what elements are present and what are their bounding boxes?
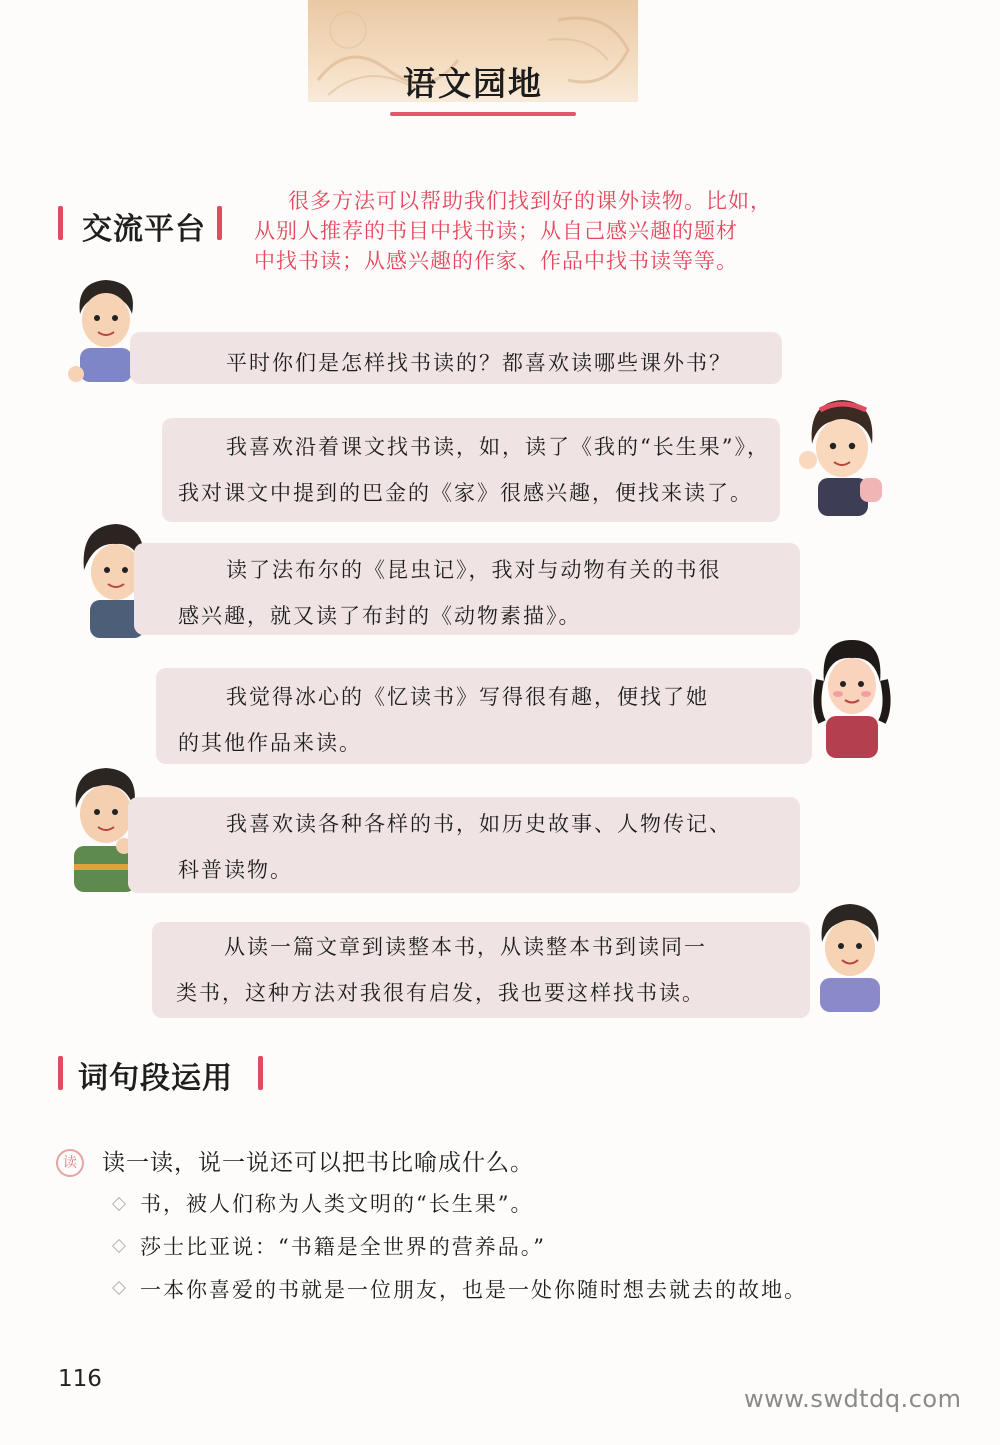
bubble-line: 平时你们是怎样找书读的？都喜欢读哪些课外书？: [226, 351, 732, 375]
intro-line: 从别人推荐的书目中找书读；从自己感兴趣的题材: [254, 219, 738, 243]
bubble-line: 的其他作品来读。: [178, 731, 362, 755]
heading-bar-left: [58, 206, 63, 240]
diamond-bullet-icon: [112, 1197, 126, 1211]
heading-bar-right: [258, 1056, 263, 1090]
usage-instruction: 读一读，说一说还可以把书比喻成什么。: [102, 1150, 534, 1176]
bubble-line: 感兴趣，就又读了布封的《动物素描》。: [178, 604, 582, 628]
girl-avatar-icon: [796, 396, 888, 524]
exchange-intro: [254, 186, 834, 276]
bubble-line: 科普读物。: [178, 858, 293, 882]
bubble-line: 我觉得冰心的《忆读书》写得很有趣，便找了她: [226, 685, 709, 709]
speech-bubble: [152, 922, 810, 1018]
quote-item: 一本你喜爱的书就是一位朋友，也是一处你随时想去就去的故地。: [140, 1278, 807, 1302]
page-title: 语文园地: [403, 64, 543, 103]
intro-line: 中找书读；从感兴趣的作家、作品中找书读等等。: [254, 249, 738, 273]
page-number: 116: [58, 1366, 102, 1392]
speech-bubble: [130, 332, 782, 384]
bubble-line: 我对课文中提到的巴金的《家》很感兴趣，便找来读了。: [178, 481, 753, 505]
speech-bubble: [128, 797, 800, 893]
boy-avatar-icon: [810, 900, 890, 1020]
read-badge-icon: 读: [56, 1149, 84, 1177]
quote-item: 书，被人们称为人类文明的“长生果”。: [140, 1192, 534, 1216]
title-underline: [390, 112, 576, 116]
watermark: www.swdtdq.com: [744, 1385, 962, 1413]
usage-heading: 词句段运用: [78, 1061, 233, 1096]
exchange-heading: 交流平台: [82, 212, 206, 247]
quote-item: 莎士比亚说：“书籍是全世界的营养品。”: [140, 1235, 546, 1259]
bubble-line: 我喜欢读各种各样的书，如历史故事、人物传记、: [226, 812, 732, 836]
speech-bubble: [134, 543, 800, 635]
bubble-line: 从读一篇文章到读整本书，从读整本书到读同一: [224, 935, 707, 959]
speech-bubble: [162, 418, 780, 522]
speech-bubble: [156, 668, 812, 764]
bubble-line: 类书，这种方法对我很有启发，我也要这样找书读。: [176, 981, 705, 1005]
diamond-bullet-icon: [112, 1281, 126, 1295]
bubble-line: 我喜欢沿着课文找书读，如，读了《我的“长生果”》，: [226, 435, 770, 459]
heading-bar-left: [58, 1056, 63, 1090]
diamond-bullet-icon: [112, 1239, 126, 1253]
intro-line: 很多方法可以帮助我们找到好的课外读物。比如，: [288, 189, 772, 213]
girl-avatar-icon: [812, 636, 892, 764]
bubble-line: 读了法布尔的《昆虫记》，我对与动物有关的书很: [226, 558, 722, 582]
heading-bar-right: [217, 206, 222, 240]
